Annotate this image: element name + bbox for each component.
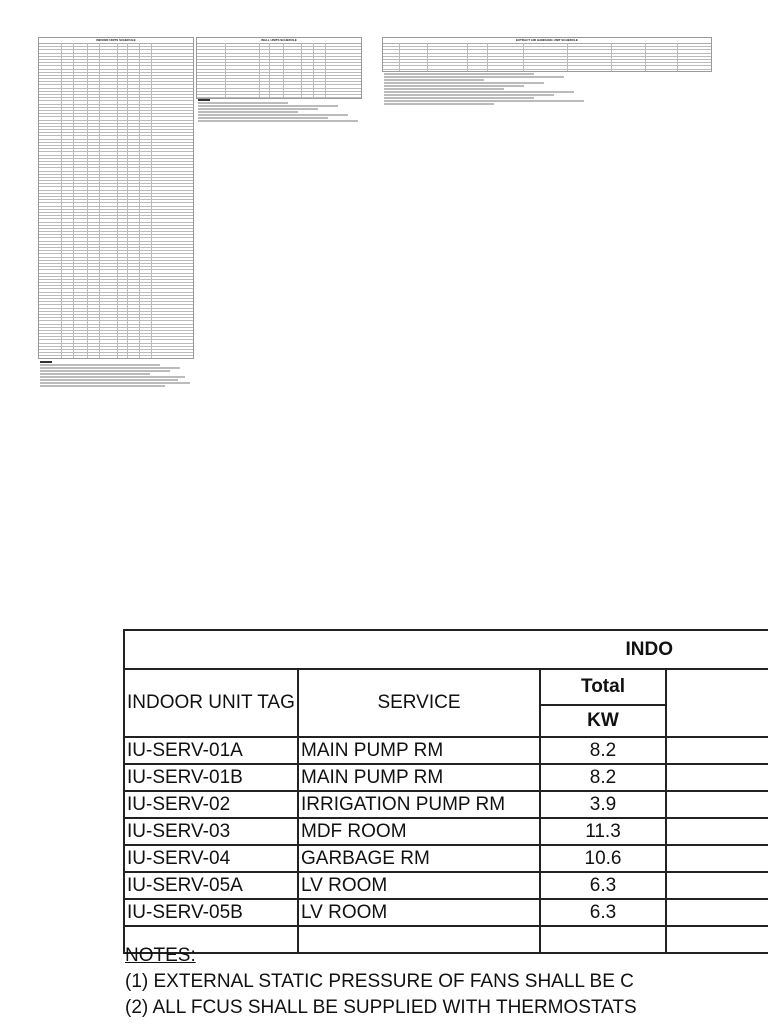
total-kw-cell: 8.2: [540, 737, 666, 764]
next-column-cell: [666, 764, 768, 791]
mini-sheet-title: WALL UNITS SCHEDULE: [197, 38, 361, 44]
schedule-notes: [125, 943, 637, 1021]
mini-sheet-title: INDOOR UNITS SCHEDULE: [39, 38, 193, 44]
mini-sheet-wall-units: [196, 37, 362, 99]
notes-title: NOTES:: [125, 945, 196, 966]
header-total: Total: [540, 669, 666, 705]
table-row: [124, 899, 768, 926]
unit-tag-cell: IU-SERV-01A: [124, 737, 298, 764]
table-row: [124, 845, 768, 872]
header-kw: KW: [540, 705, 666, 737]
mini-sheet-rows: [197, 44, 361, 99]
table-row: [124, 872, 768, 899]
table-row: [124, 791, 768, 818]
mini-sheet-notes: [196, 98, 360, 123]
schedule-body: [124, 737, 768, 953]
service-cell: MAIN PUMP RM: [298, 764, 540, 791]
unit-tag-cell: IU-SERV-03: [124, 818, 298, 845]
service-cell: GARBAGE RM: [298, 845, 540, 872]
note-2: (2) ALL FCUS SHALL BE SUPPLIED WITH THERMOSTATS: [125, 997, 637, 1018]
table-row: [124, 737, 768, 764]
mini-sheet-rows: [383, 44, 711, 72]
next-column-cell: [666, 791, 768, 818]
service-cell: MDF ROOM: [298, 818, 540, 845]
mini-sheet-title: EXTRACT AIR HANDLING UNIT SCHEDULE: [383, 38, 711, 44]
next-column-cell: [666, 737, 768, 764]
table-row: [124, 818, 768, 845]
schedule-title: INDO: [124, 630, 768, 669]
total-kw-cell: 10.6: [540, 845, 666, 872]
next-column-cell: [666, 818, 768, 845]
total-kw-cell: 6.3: [540, 899, 666, 926]
mini-sheet-notes: [382, 72, 710, 106]
unit-tag-cell: IU-SERV-02: [124, 791, 298, 818]
service-cell: IRRIGATION PUMP RM: [298, 791, 540, 818]
next-column-cell: [666, 899, 768, 926]
next-column-cell: [666, 872, 768, 899]
unit-tag-cell: IU-SERV-04: [124, 845, 298, 872]
mini-sheet-extract-ahu: [382, 37, 712, 72]
indoor-unit-schedule: [123, 629, 768, 954]
total-kw-cell: 3.9: [540, 791, 666, 818]
header-indoor-unit-tag: INDOOR UNIT TAG: [124, 669, 298, 737]
mini-sheet-rows: [39, 44, 193, 359]
service-cell: MAIN PUMP RM: [298, 737, 540, 764]
table-row: [124, 764, 768, 791]
note-1: (1) EXTERNAL STATIC PRESSURE OF FANS SHALL BE C: [125, 971, 634, 992]
service-cell: LV ROOM: [298, 872, 540, 899]
mini-sheet-notes: [38, 360, 188, 388]
mini-sheet-indoor-units: [38, 37, 194, 359]
schedule-table: [123, 629, 768, 954]
empty-cell: [666, 926, 768, 953]
total-kw-cell: 6.3: [540, 872, 666, 899]
header-service: SERVICE: [298, 669, 540, 737]
total-kw-cell: 11.3: [540, 818, 666, 845]
service-cell: LV ROOM: [298, 899, 540, 926]
total-kw-cell: 8.2: [540, 764, 666, 791]
unit-tag-cell: IU-SERV-01B: [124, 764, 298, 791]
unit-tag-cell: IU-SERV-05B: [124, 899, 298, 926]
unit-tag-cell: IU-SERV-05A: [124, 872, 298, 899]
next-column-cell: [666, 845, 768, 872]
header-next-column: [666, 669, 768, 737]
